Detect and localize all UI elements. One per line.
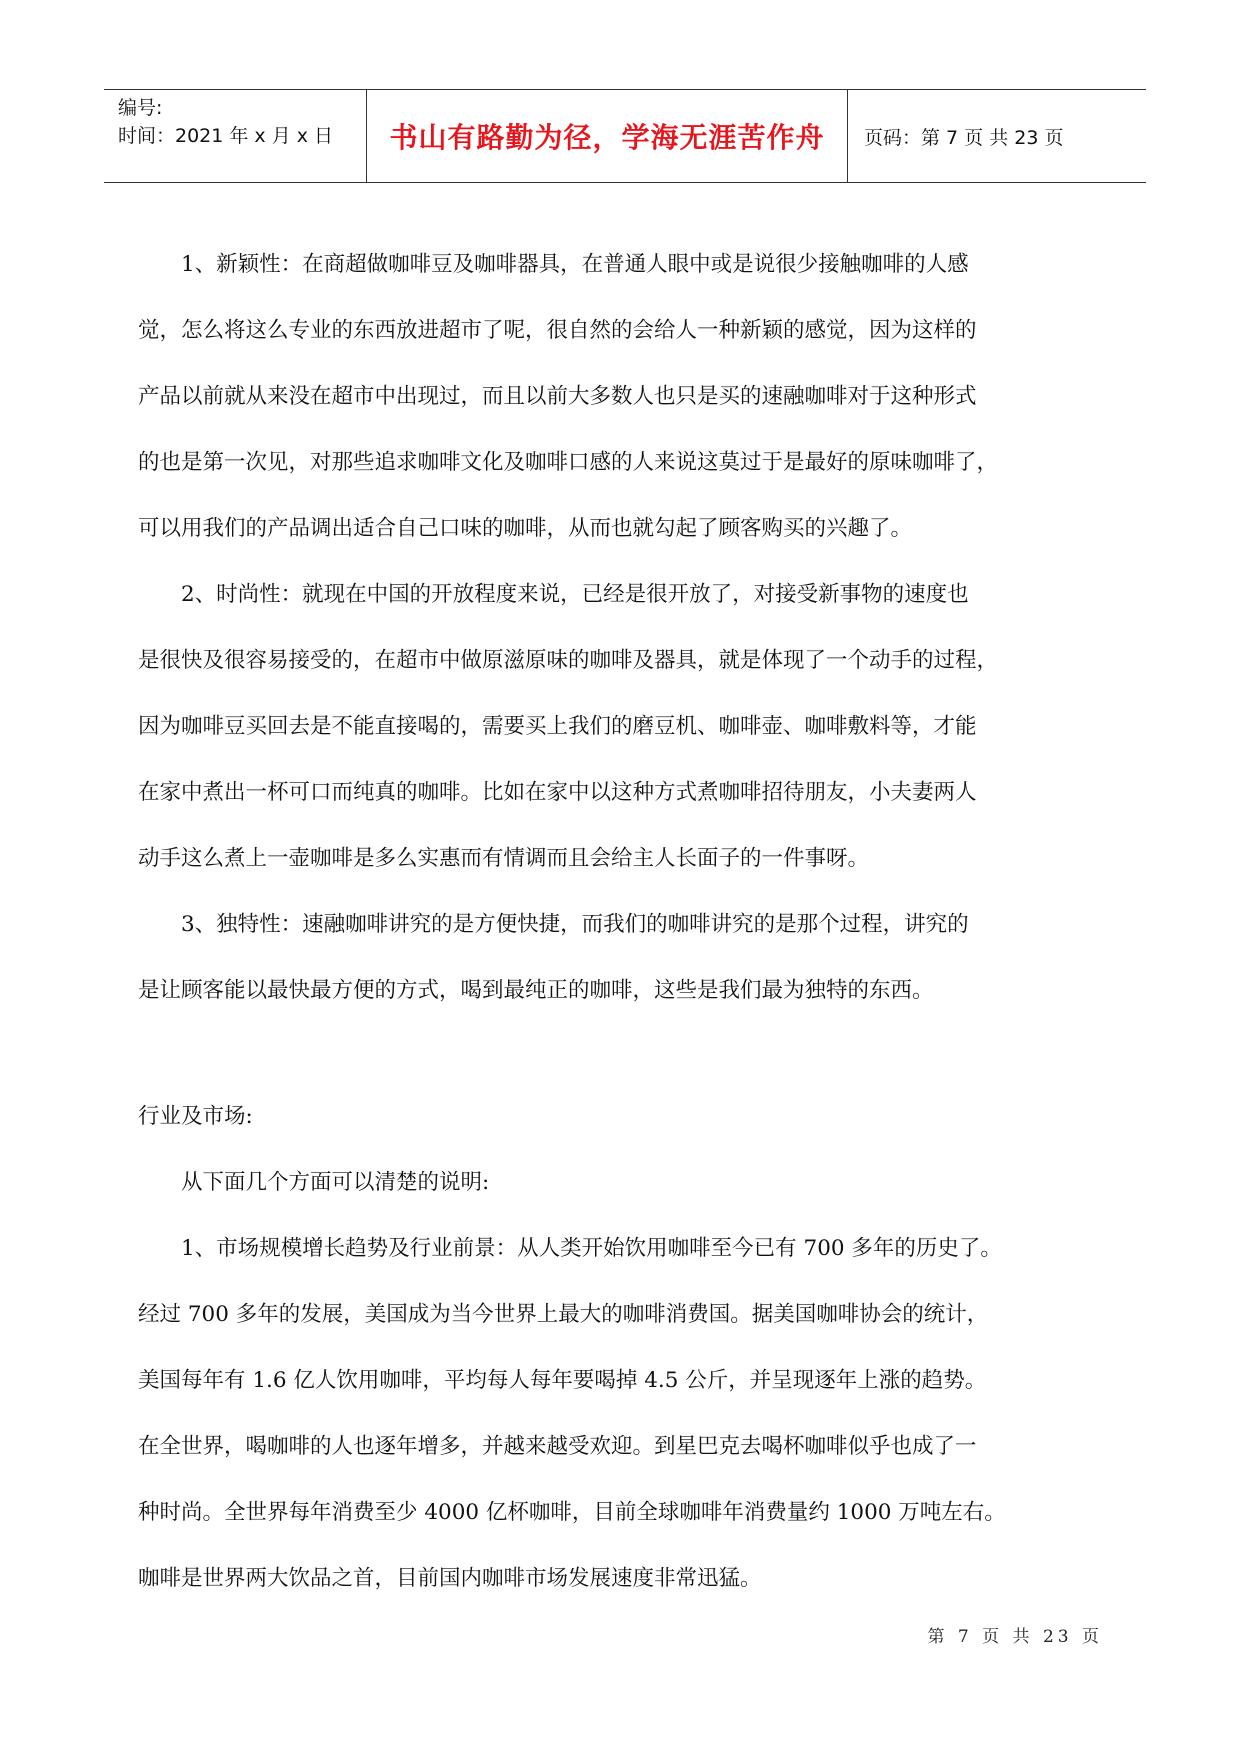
paragraph-market-line-4: 在全世界，喝咖啡的人也逐年增多，并越来越受欢迎。到星巴克去喝杯咖啡似乎也成了一 [138, 1434, 977, 1459]
header-meta [118, 94, 358, 150]
paragraph-market-line-2: 经过 700 多年的发展，美国成为当今世界上最大的咖啡消费国。据美国咖啡协会的统计， [138, 1302, 989, 1327]
paragraph-uniqueness-line-1: 3、独特性：速融咖啡讲究的是方便快捷，而我们的咖啡讲究的是那个过程，讲究的 [181, 912, 969, 937]
section-intro: 从下面几个方面可以清楚的说明: [181, 1170, 490, 1195]
section-spacer [138, 1024, 1138, 1084]
header-page-info: 页码：第 7 页 共 23 页 [864, 126, 1064, 149]
paragraph-market-line-1: 1、市场规模增长趋势及行业前景：从人类开始饮用咖啡至今已有 700 多年的历史了。 [181, 1236, 1002, 1261]
paragraph-market-line-5: 种时尚。全世界每年消费至少 4000 亿杯咖啡，目前全球咖啡年消费量约 1000 万吨左右。 [138, 1500, 1006, 1525]
paragraph-novelty-line-3: 产品以前就从来没在超市中出现过，而且以前大多数人也只是买的速融咖啡对于这种形式 [138, 384, 977, 409]
document-number-label: 编号: [118, 97, 163, 119]
section-title: 行业及市场: [138, 1104, 253, 1129]
paragraph-fashion-line-4: 在家中煮出一杯可口而纯真的咖啡。比如在家中以这种方式煮咖啡招待朋友，小夫妻两人 [138, 780, 977, 805]
paragraph-fashion-line-5: 动手这么煮上一壶咖啡是多么实惠而有情调而且会给主人长面子的一件事呀。 [138, 846, 870, 871]
paragraph-novelty-line-2: 觉，怎么将这么专业的东西放进超市了呢，很自然的会给人一种新颖的感觉，因为这样的 [138, 318, 977, 343]
header-motto: 书山有路勤为径，学海无涯苦作舟 [366, 90, 848, 182]
document-body [138, 232, 1138, 1612]
paragraph-fashion-line-2: 是很快及很容易接受的，在超市中做原滋原味的咖啡及器具，就是体现了一个动手的过程， [138, 648, 999, 673]
paragraph-fashion-line-3: 因为咖啡豆买回去是不能直接喝的，需要买上我们的磨豆机、咖啡壶、咖啡敷料等，才能 [138, 714, 977, 739]
page-footer: 第 7 页 共 23 页 [927, 1627, 1103, 1647]
document-time: 时间：2021 年 x 月 x 日 [118, 125, 334, 147]
paragraph-market-line-3: 美国每年有 1.6 亿人饮用咖啡，平均每人每年要喝掉 4.5 公斤，并呈现逐年上涨的趋势。 [138, 1368, 987, 1393]
paragraph-fashion-line-1: 2、时尚性：就现在中国的开放程度来说，已经是很开放了，对接受新事物的速度也 [181, 582, 969, 607]
paragraph-uniqueness-line-2: 是让顾客能以最快最方便的方式，喝到最纯正的咖啡，这些是我们最为独特的东西。 [138, 978, 934, 1003]
page-header [104, 89, 1146, 183]
paragraph-novelty-line-1: 1、新颖性：在商超做咖啡豆及咖啡器具，在普通人眼中或是说很少接触咖啡的人感 [181, 252, 969, 277]
paragraph-novelty-line-5: 可以用我们的产品调出适合自己口味的咖啡，从而也就勾起了顾客购买的兴趣了。 [138, 516, 913, 541]
paragraph-market-line-6: 咖啡是世界两大饮品之首，目前国内咖啡市场发展速度非常迅猛。 [138, 1566, 762, 1591]
paragraph-novelty-line-4: 的也是第一次见，对那些追求咖啡文化及咖啡口感的人来说这莫过于是最好的原味咖啡了， [138, 450, 999, 475]
